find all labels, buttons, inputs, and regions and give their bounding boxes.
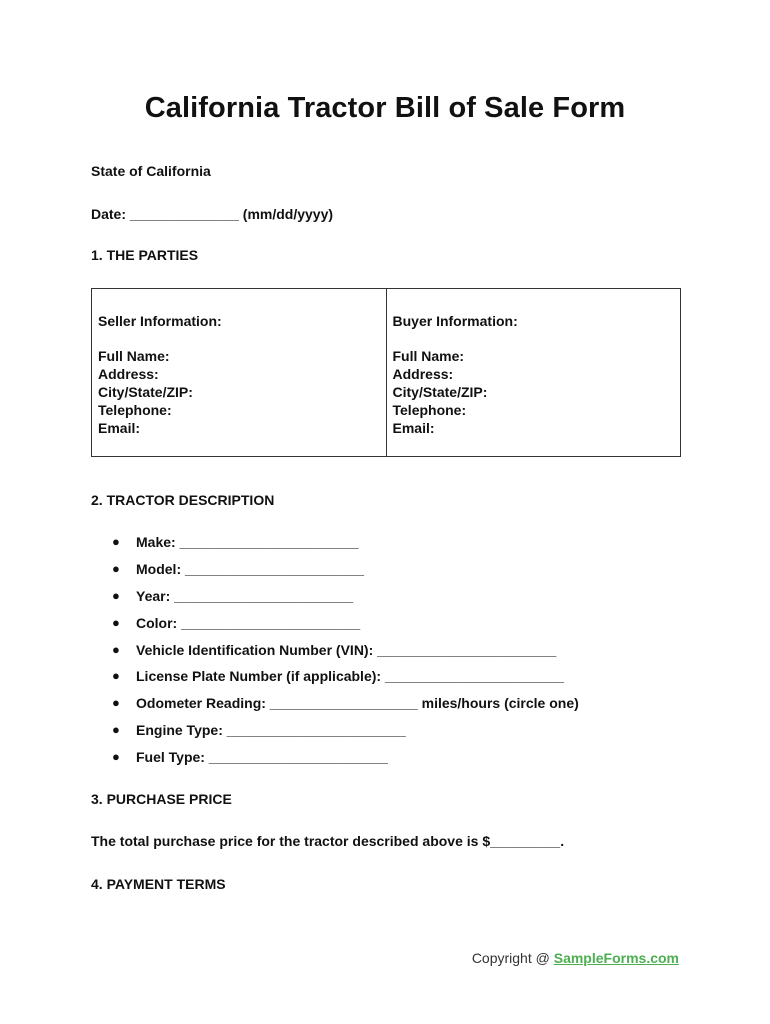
list-item-text: Vehicle Identification Number (VIN): _______________________	[136, 641, 557, 658]
list-item-color	[112, 613, 579, 640]
seller-address-label: Address:	[98, 366, 159, 382]
parties-heading: 1. THE PARTIES	[91, 247, 199, 263]
tractor-description-list	[112, 532, 579, 774]
seller-full-name-label: Full Name:	[98, 348, 170, 364]
list-item-model	[112, 559, 579, 586]
bullet-icon: ●	[112, 695, 120, 711]
seller-email-label: Email:	[98, 420, 141, 436]
list-item-text: Model: _______________________	[136, 560, 365, 577]
list-item-text: Fuel Type: _______________________	[136, 749, 388, 766]
date-line: Date: ______________ (mm/dd/yyyy)	[91, 206, 334, 222]
buyer-city-state-zip-label: City/State/ZIP:	[392, 384, 488, 400]
list-item-license-plate	[112, 666, 579, 693]
list-item-year	[112, 586, 579, 613]
payment-terms-heading: 4. PAYMENT TERMS	[91, 876, 226, 892]
bullet-icon: ●	[112, 749, 120, 765]
seller-column	[92, 289, 386, 456]
bullet-icon: ●	[112, 668, 120, 684]
footer-copyright	[472, 950, 679, 966]
bullet-icon: ●	[112, 641, 120, 657]
list-item-text: Year: _______________________	[136, 587, 354, 604]
bullet-icon: ●	[112, 587, 120, 603]
list-item-vin	[112, 640, 579, 667]
buyer-column	[386, 289, 681, 456]
bullet-icon: ●	[112, 560, 120, 576]
seller-telephone-label: Telephone:	[98, 402, 172, 418]
sampleforms-link[interactable]: SampleForms.com	[553, 950, 679, 966]
purchase-price-text: The total purchase price for the tractor described above is $_________.	[91, 833, 565, 849]
purchase-price-heading: 3. PURCHASE PRICE	[91, 791, 232, 807]
bullet-icon: ●	[112, 722, 120, 738]
bullet-icon: ●	[112, 614, 120, 630]
list-item-text: Odometer Reading: ___________________ miles/hours (circle one)	[136, 695, 579, 712]
list-item-text: Engine Type: _______________________	[136, 722, 406, 739]
buyer-email-label: Email:	[392, 420, 435, 436]
list-item-engine-type	[112, 720, 579, 747]
copyright-prefix: Copyright @	[471, 950, 554, 966]
list-item-text: Make: _______________________	[136, 534, 359, 550]
seller-heading: Seller Information:	[98, 313, 222, 329]
state-line: State of California	[91, 163, 211, 179]
seller-city-state-zip-label: City/State/ZIP:	[98, 384, 193, 400]
parties-table	[91, 288, 681, 457]
buyer-heading: Buyer Information:	[392, 313, 518, 329]
list-item-text: Color: _______________________	[136, 614, 361, 631]
tractor-description-heading: 2. TRACTOR DESCRIPTION	[91, 492, 275, 508]
list-item-odometer	[112, 693, 579, 720]
list-item-text: License Plate Number (if applicable): _______________________	[136, 668, 565, 685]
page-title: California Tractor Bill of Sale Form	[144, 92, 626, 124]
buyer-address-label: Address:	[392, 366, 454, 382]
list-item-fuel-type	[112, 747, 579, 774]
buyer-full-name-label: Full Name:	[392, 348, 465, 364]
bullet-icon: ●	[112, 534, 120, 549]
buyer-telephone-label: Telephone:	[392, 402, 467, 418]
list-item-make	[112, 532, 579, 559]
